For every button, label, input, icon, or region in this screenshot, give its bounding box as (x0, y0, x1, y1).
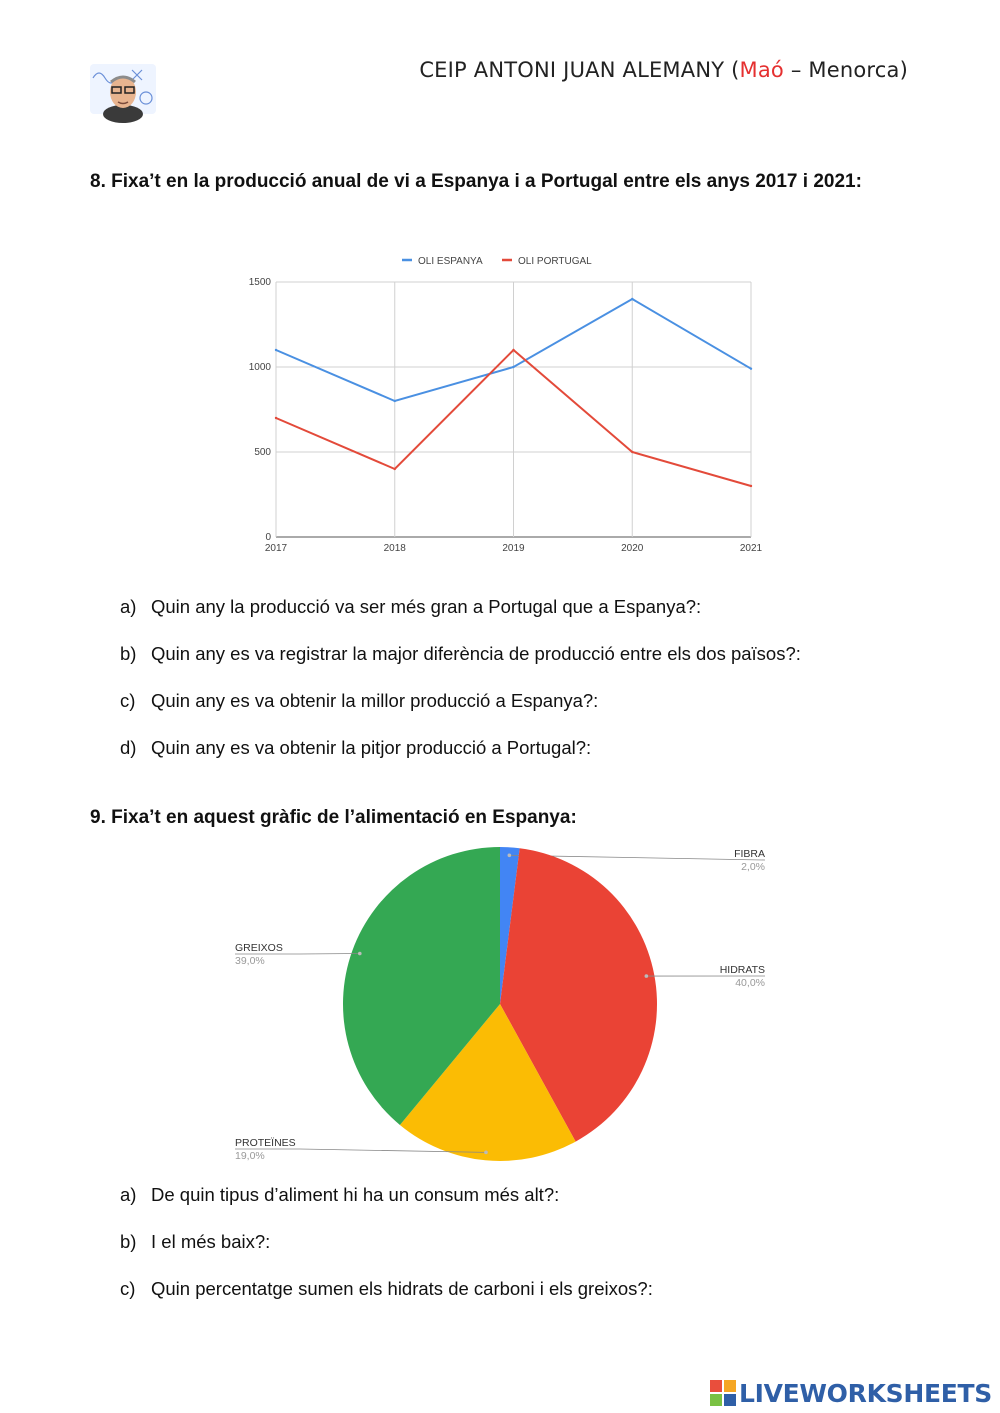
y-tick-label: 1000 (248, 362, 271, 373)
slice-label: PROTEÏNES (235, 1137, 296, 1149)
data-point (750, 485, 752, 487)
x-tick-label: 2019 (502, 543, 525, 554)
data-point (631, 451, 633, 453)
question-item (120, 643, 801, 665)
liveworksheets-logo (710, 1377, 992, 1409)
slice-label: GREIXOS (235, 942, 283, 954)
legend-label: OLI ESPANYA (418, 256, 483, 267)
question-item (120, 1278, 653, 1300)
question-text: I el més baix?: (151, 1231, 271, 1252)
school-name-prefix: CEIP ANTONI JUAN ALEMANY ( (419, 58, 740, 82)
question-item (120, 737, 591, 759)
leader-dot (508, 853, 512, 857)
slice-percent-label: 2,0% (741, 861, 765, 873)
slice-percent-label: 40,0% (735, 977, 765, 989)
question-item (120, 690, 598, 712)
question-letter: c) (120, 1278, 136, 1299)
leader-dot (645, 974, 649, 978)
data-point (394, 468, 396, 470)
question-text: Quin any es va registrar la major diferència de producció entre els dos països?: (151, 643, 801, 664)
question-item (120, 596, 701, 618)
question-8-heading: 8. Fixa’t en la producció anual de vi a Espanya i a Portugal entre els anys 2017 i 2021: (90, 171, 862, 192)
question-item (120, 1184, 559, 1206)
school-name-suffix: – Menorca) (783, 58, 908, 82)
school-name (419, 58, 908, 82)
slice-label: HIDRATS (719, 964, 765, 976)
avatar-icon (88, 58, 160, 124)
question-text: De quin tipus d’aliment hi ha un consum més alt?: (151, 1184, 560, 1205)
leader-dot (358, 952, 362, 956)
data-point (512, 349, 514, 351)
question-letter: a) (120, 596, 137, 617)
x-tick-label: 2021 (739, 543, 763, 554)
question-text: Quin any es va obtenir la millor producció a Espanya?: (151, 690, 599, 711)
leader-dot (484, 1151, 488, 1155)
school-city: Maó (739, 58, 784, 82)
question-text: Quin any es va obtenir la pitjor producció a Portugal?: (151, 737, 592, 758)
data-point (512, 366, 514, 368)
legend-label: OLI PORTUGAL (518, 256, 592, 267)
data-point (631, 298, 633, 300)
question-text: Quin any la producció va ser més gran a Portugal que a Espanya?: (151, 596, 702, 617)
data-point (275, 417, 277, 419)
line-chart (230, 250, 790, 560)
slice-percent-label: 19,0% (235, 1150, 265, 1162)
liveworksheets-icon (710, 1380, 736, 1406)
data-point (394, 400, 396, 402)
pie-chart (200, 840, 800, 1170)
school-logo (88, 58, 160, 124)
question-text: Quin percentatge sumen els hidrats de carboni i els greixos?: (151, 1278, 653, 1299)
data-point (750, 368, 752, 370)
question-letter: a) (120, 1184, 137, 1205)
question-item (120, 1231, 270, 1253)
x-tick-label: 2017 (264, 543, 288, 554)
question-letter: b) (120, 643, 137, 664)
slice-percent-label: 39,0% (235, 955, 265, 967)
question-9-heading: 9. Fixa’t en aquest gràfic de l’alimentació en Espanya: (90, 807, 577, 828)
question-letter: c) (120, 690, 136, 711)
x-tick-label: 2018 (383, 543, 406, 554)
question-letter: d) (120, 737, 137, 758)
liveworksheets-brand: LIVEWORKSHEETS (738, 1378, 992, 1408)
data-point (275, 349, 277, 351)
x-tick-label: 2020 (621, 543, 644, 554)
slice-label: FIBRA (734, 848, 765, 860)
y-tick-label: 500 (254, 447, 271, 458)
y-tick-label: 1500 (248, 277, 271, 288)
question-letter: b) (120, 1231, 137, 1252)
y-tick-label: 0 (265, 532, 271, 543)
